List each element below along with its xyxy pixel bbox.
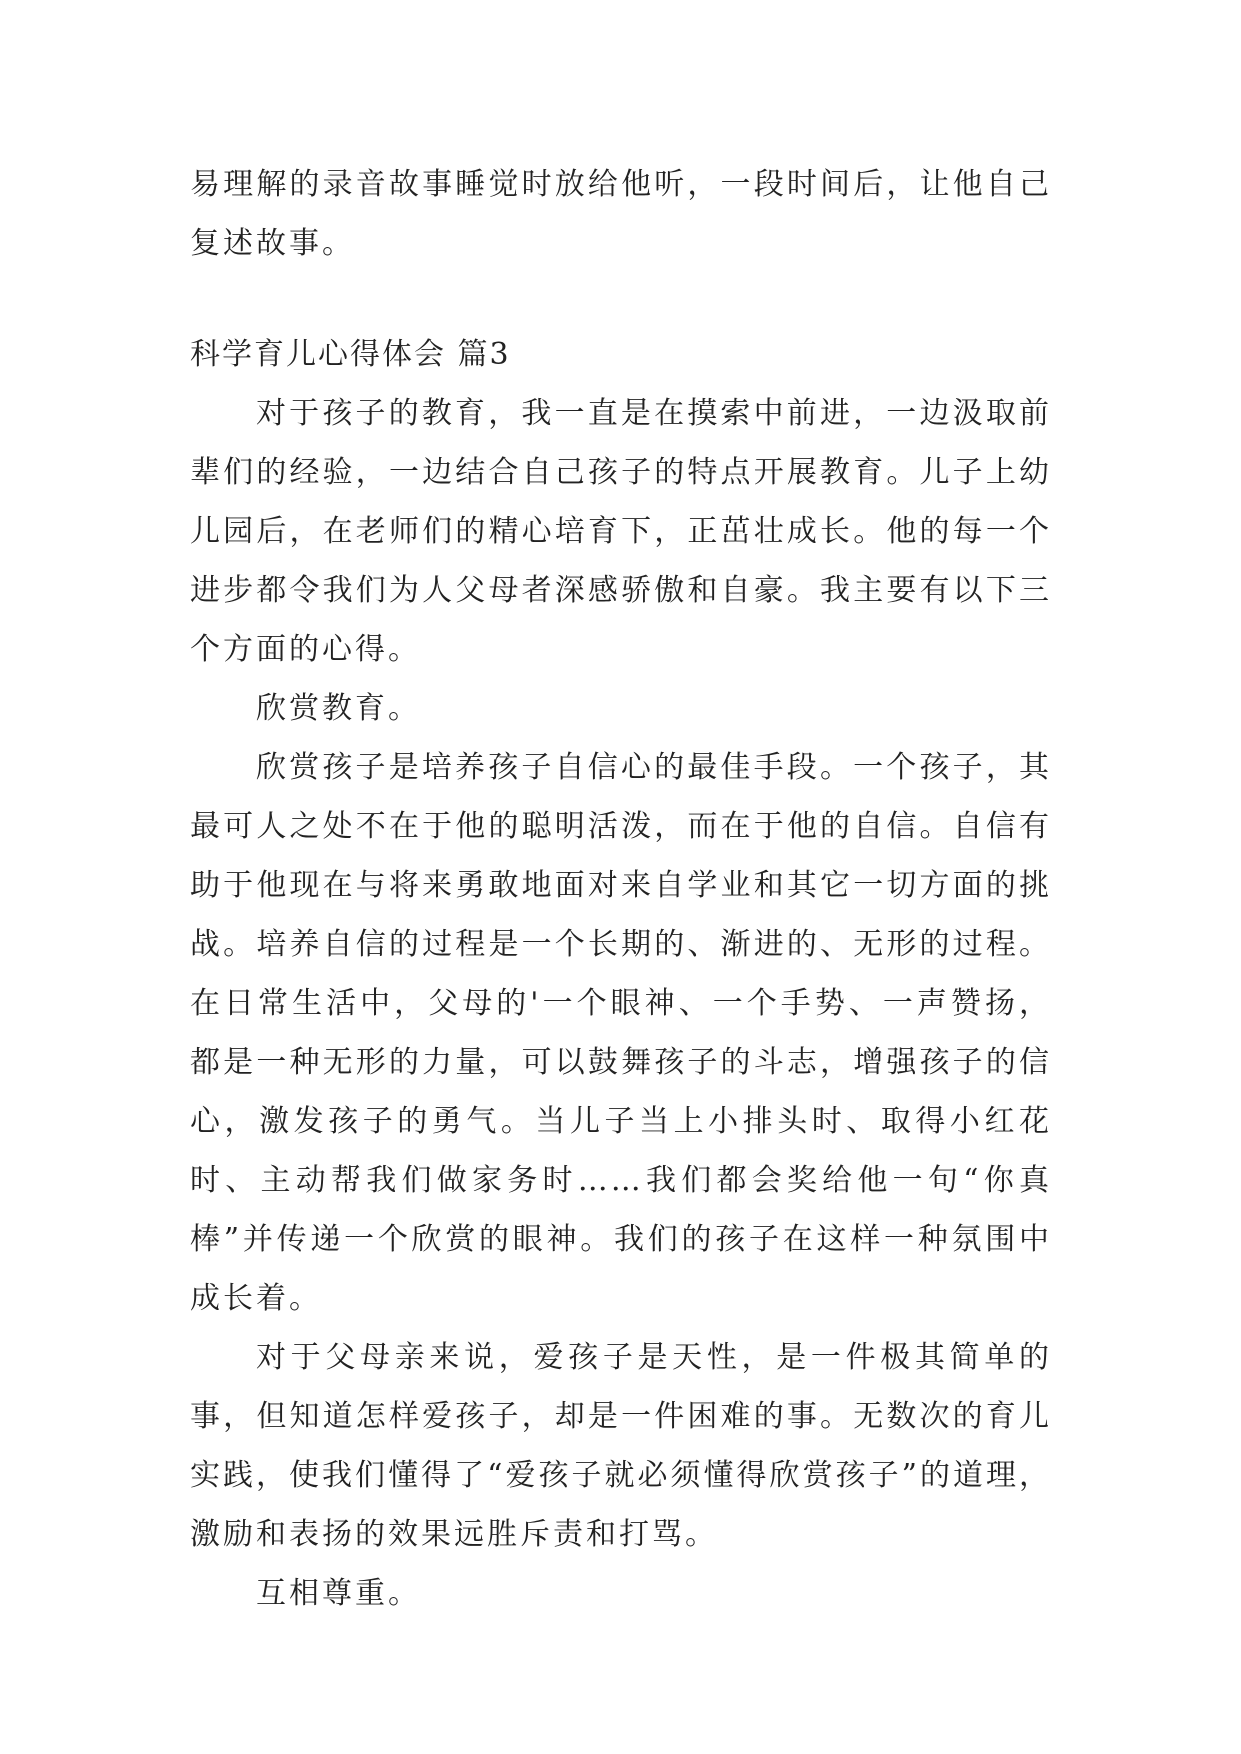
document-body xyxy=(190,155,1052,1623)
continuation-paragraph: 易理解的录音故事睡觉时放给他听，一段时间后，让他自己复述故事。 xyxy=(190,167,1052,261)
section-heading: 科学育儿心得体会 篇3 xyxy=(190,337,511,372)
section-spacer xyxy=(190,273,1052,325)
paragraph-appreciation: 欣赏孩子是培养孩子自信心的最佳手段。一个孩子，其最可人之处不在于他的聪明活泼，而在于他的自信。自信有助于他现在与将来勇敢地面对来自学业和其它一切方面的挑战。培养自信的过程是一个长期的、渐进的、无形的过程。在日常生活中，父母的'一个眼神、一个手势、一声赞扬，都是一种无形的力量，可以鼓舞孩子的斗志，增强孩子的信心，激发孩子的勇气。当儿子当上小排头时、取得小红花时、主动帮我们做家务时……我们都会奖给他一句“你真棒”并传递一个欣赏的眼神。我们的孩子在这样一种氛围中成长着。 xyxy=(190,750,1052,1316)
subheading-mutual-respect: 互相尊重。 xyxy=(256,1576,421,1611)
subheading-appreciation: 欣赏教育。 xyxy=(256,691,421,726)
paragraph-love-children: 对于父母亲来说，爱孩子是天性，是一件极其简单的事，但知道怎样爱孩子，却是一件困难的事。无数次的育儿实践，使我们懂得了“爱孩子就必须懂得欣赏孩子”的道理，激励和表扬的效果远胜斥责和打骂。 xyxy=(190,1340,1052,1552)
paragraph-intro: 对于孩子的教育，我一直是在摸索中前进，一边汲取前辈们的经验，一边结合自己孩子的特点开展教育。儿子上幼儿园后，在老师们的精心培育下，正茁壮成长。他的每一个进步都令我们为人父母者深感骄傲和自豪。我主要有以下三个方面的心得。 xyxy=(190,396,1052,667)
